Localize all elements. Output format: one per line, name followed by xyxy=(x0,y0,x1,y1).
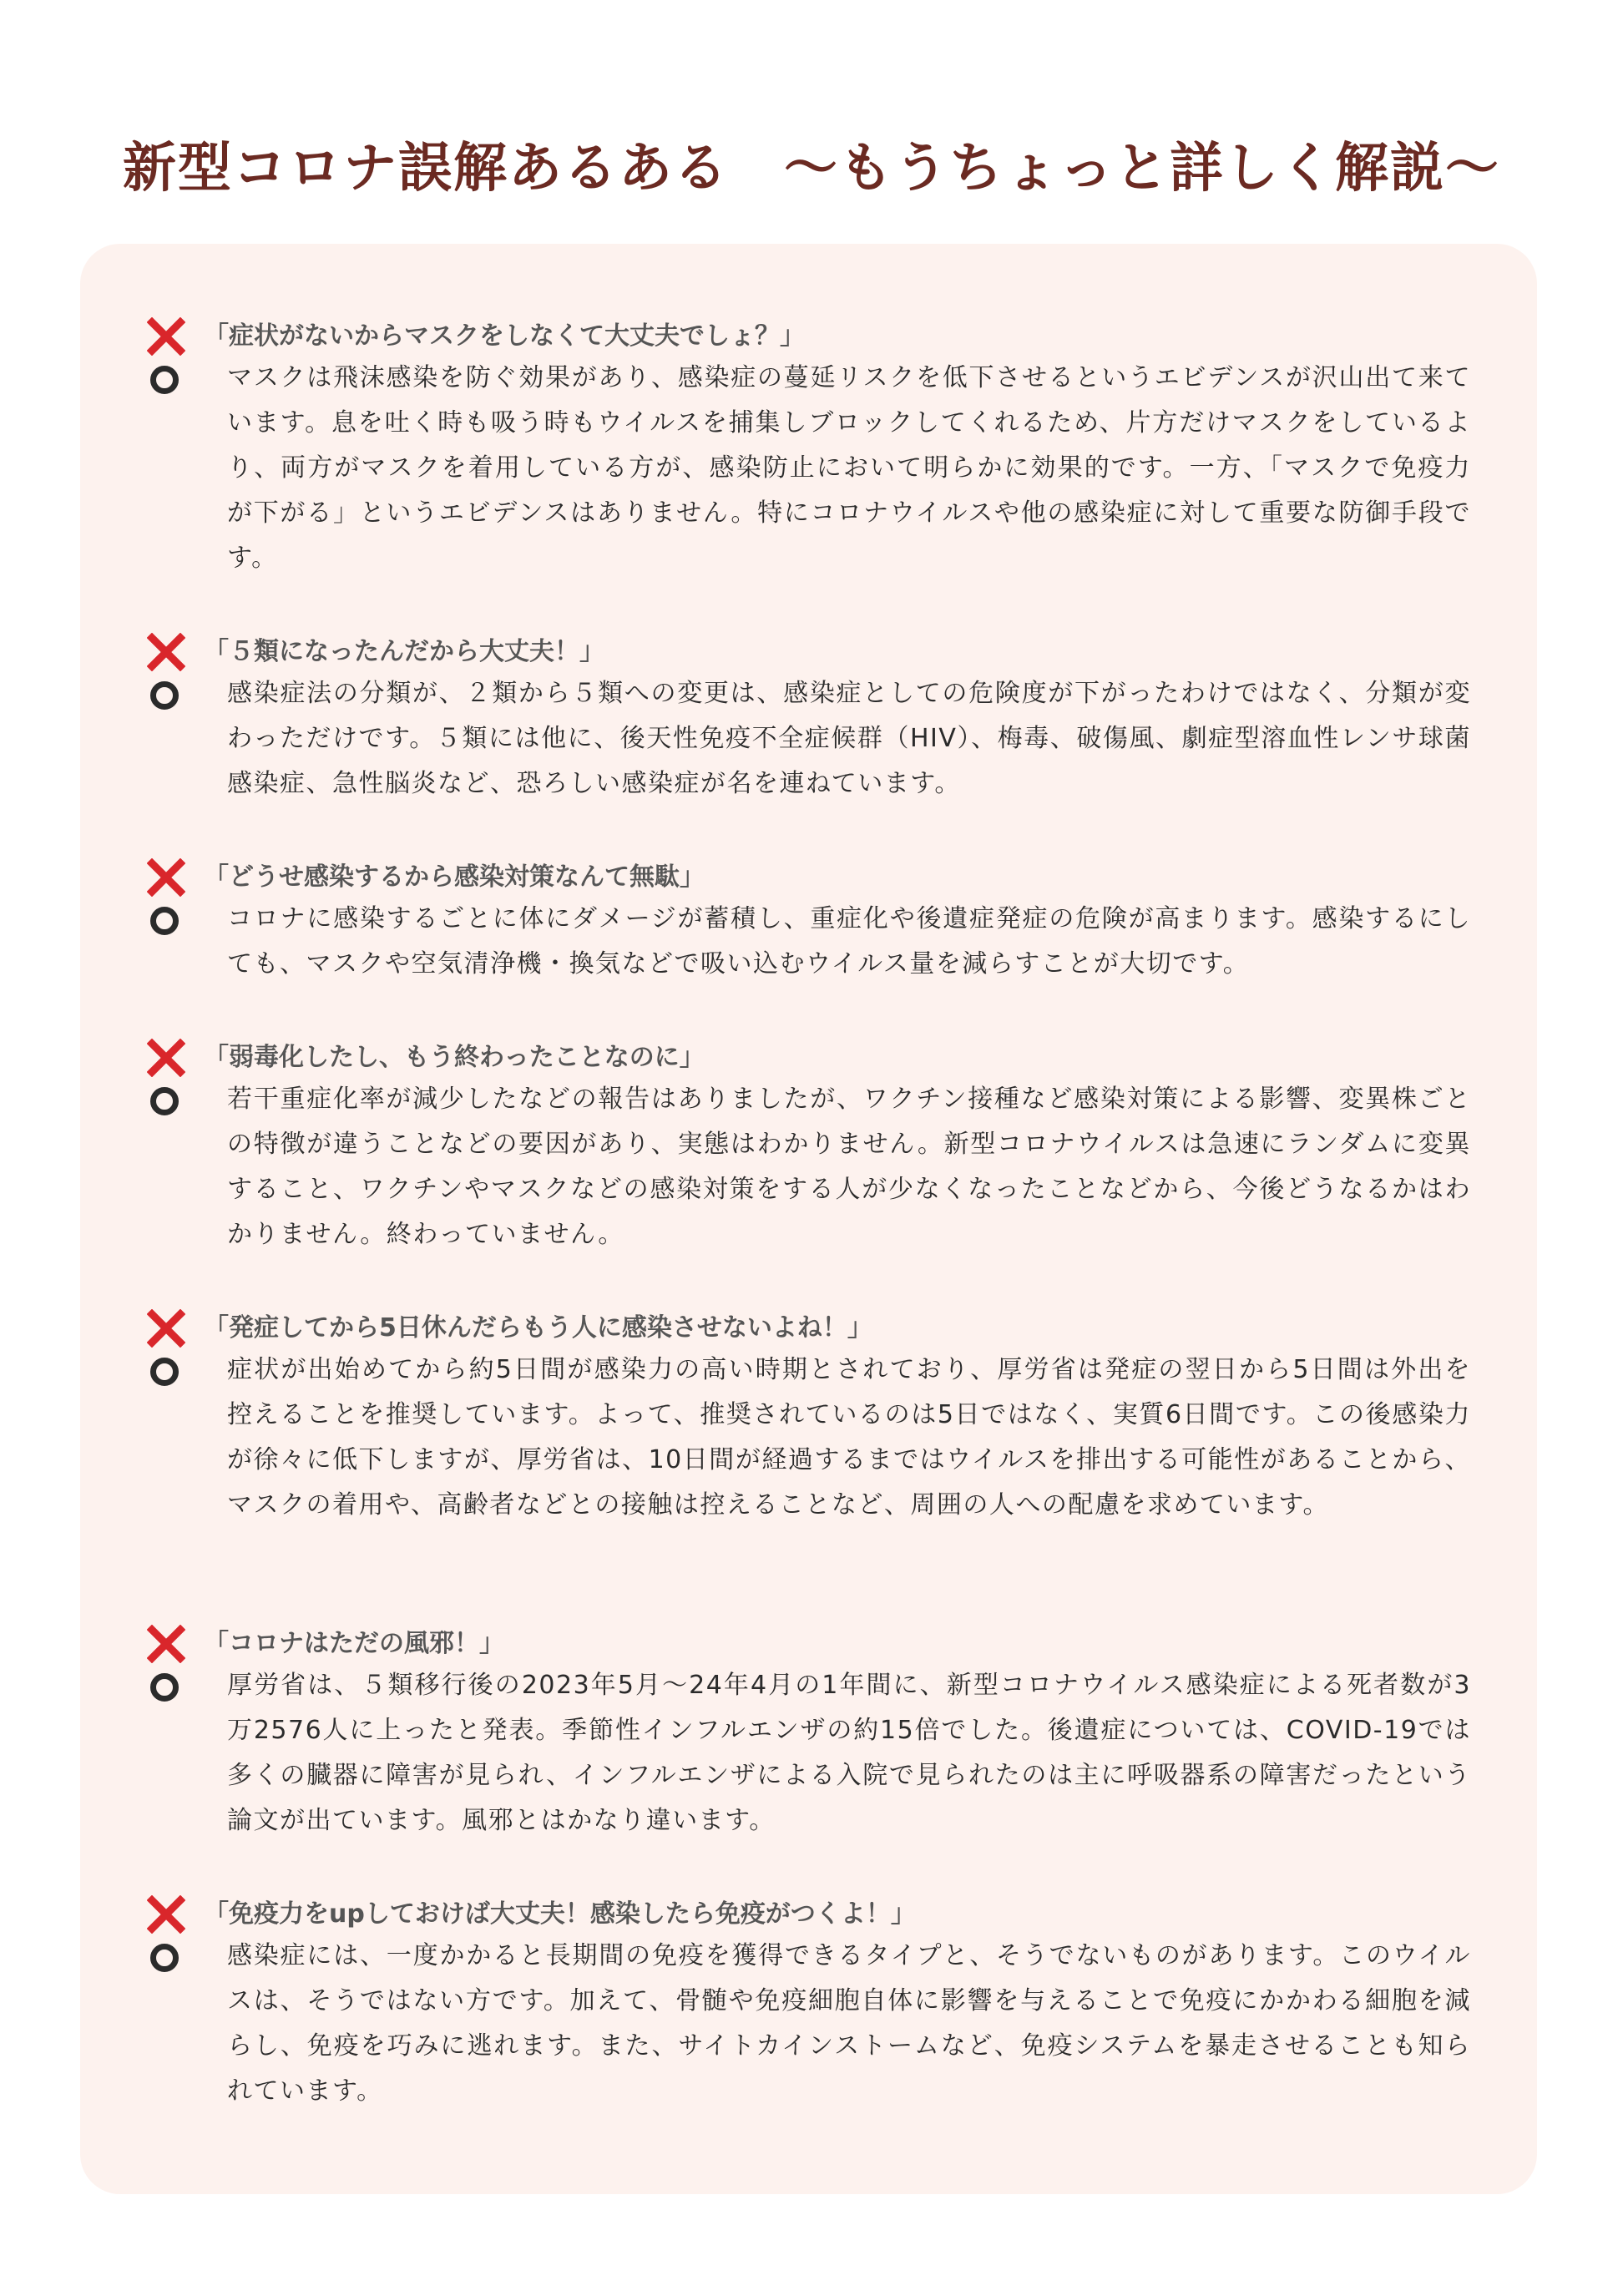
faq-answer: マスクは飛沫感染を防ぐ効果があり、感染症の蔓延リスクを低下させるというエビデンスが沢山出て来ています。息を吐く時も吸う時もウイルスを捕集しブロックしてくれるため、片方だけマスクをしているより、両方がマスクを着用している方が、感染防止において明らかに効果的です。一方、「マスクで免疫力が下がる」というエビデンスはありません。特にコロナウイルスや他の感染症に対して重要な防御手段です。 xyxy=(227,363,1471,573)
cross-icon xyxy=(147,1895,185,1934)
circle-icon xyxy=(150,1673,179,1702)
faq-answer: コロナに感染するごとに体にダメージが蓄積し、重症化や後遺症発症の危険が高まります。感染するにしても、マスクや空気清浄機・換気などで吸い込むウイルス量を減らすことが大切です。 xyxy=(227,904,1471,979)
circle-icon xyxy=(150,1087,179,1115)
circle-icon xyxy=(150,681,179,710)
cross-icon xyxy=(147,858,185,897)
faq-answer: 若干重症化率が減少したなどの報告はありましたが、ワクチン接種など感染対策による影響、変異株ごとの特徴が違うことなどの要因があり、実態はわかりません。新型コロナウイルスは急速にランダムに変異すること、ワクチンやマスクなどの感染対策をする人が少なくなったことなどから、今後どうなるかはわかりません。終わっていません。 xyxy=(227,1085,1471,1249)
cross-icon xyxy=(147,1309,185,1348)
faq-answer: 感染症法の分類が、２類から５類への変更は、感染症としての危険度が下がったわけではなく、分類が変わっただけです。５類には他に、後天性免疫不全症候群（HIV）、梅毒、破傷風、劇症型溶血性レンサ球菌感染症、急性脳炎など、恐ろしい感染症が名を連ねています。 xyxy=(227,679,1471,798)
circle-icon xyxy=(150,907,179,935)
faq-item-1 xyxy=(147,317,1483,581)
faq-item-2 xyxy=(147,633,1483,807)
faq-question: 「症状がないからマスクをしなくて大丈夫でしょ？」 xyxy=(204,321,805,351)
circle-icon xyxy=(150,366,179,394)
faq-question: 「弱毒化したし、もう終わったことなのに」 xyxy=(204,1043,705,1072)
faq-item-4 xyxy=(147,1039,1483,1257)
faq-item-3 xyxy=(147,858,1483,987)
faq-question: 「免疫力をupしておけば大丈夫！感染したら免疫がつくよ！」 xyxy=(204,1899,916,1929)
faq-question: 「５類になったんだから大丈夫！」 xyxy=(204,637,604,666)
faq-item-5 xyxy=(147,1309,1483,1528)
circle-icon xyxy=(150,1944,179,1972)
cross-icon xyxy=(147,633,185,671)
faq-question: 「発症してから5日休んだらもう人に感染させないよね！」 xyxy=(204,1313,872,1343)
cross-icon xyxy=(147,1039,185,1077)
faq-question: 「どうせ感染するから感染対策なんて無駄」 xyxy=(204,862,705,892)
page-title: 新型コロナ誤解あるある 〜もうちょっと詳しく解説〜 xyxy=(123,138,1500,200)
faq-question: 「コロナはただの風邪！」 xyxy=(204,1629,504,1658)
circle-icon xyxy=(150,1358,179,1386)
faq-answer: 感染症には、一度かかると長期間の免疫を獲得できるタイプと、そうでないものがあります。このウイルスは、そうではない方です。加えて、骨髄や免疫細胞自体に影響を与えることで免疫にかかわる細胞を減らし、免疫を巧みに逃れます。また、サイトカインストームなど、免疫システムを暴走させることも知られています。 xyxy=(227,1941,1471,2106)
cross-icon xyxy=(147,317,185,356)
faq-answer: 厚労省は、５類移行後の2023年5月〜24年4月の1年間に、新型コロナウイルス感染症による死者数が3万2576人に上ったと発表。季節性インフルエンザの約15倍でした。後遺症については、COVID-19では多くの臓器に障害が見られ、インフルエンザによる入院で見られたのは主に呼吸器系の障害だったという論文が出ています。風邪とはかなり違います。 xyxy=(227,1671,1471,1835)
faq-item-6 xyxy=(147,1625,1483,1843)
cross-icon xyxy=(147,1625,185,1663)
faq-answer: 症状が出始めてから約5日間が感染力の高い時期とされており、厚労省は発症の翌日から5日間は外出を控えることを推奨しています。よって、推奨されているのは5日ではなく、実質6日間です。この後感染力が徐々に低下しますが、厚労省は、10日間が経過するまではウイルスを排出する可能性があることから、マスクの着用や、高齢者などとの接触は控えることなど、周囲の人への配慮を求めています。 xyxy=(227,1355,1471,1520)
faq-item-7 xyxy=(147,1895,1483,2114)
